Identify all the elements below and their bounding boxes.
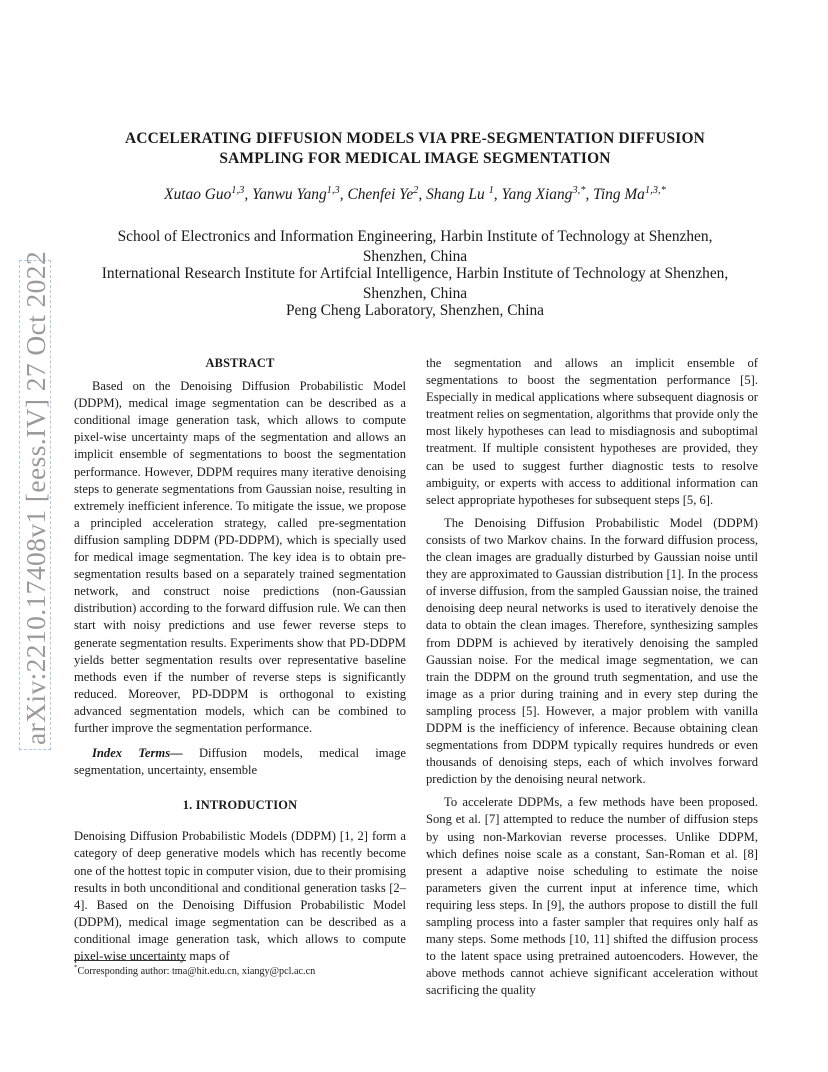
footnote-text: Corresponding author: tma@hit.edu.cn, xiangy@pcl.ac.cn — [77, 966, 316, 977]
author-list: Xutao Guo$^{1,3}$, Yanwu Yang$^{1,3}$, Chenfei Ye$^2$, Shang Lu $^1$, Yang Xiang$^{3,*}$, Ting $Ma^{1,3,*}$ — [164, 184, 666, 203]
index-terms — [74, 745, 406, 779]
intro-heading: 1. INTRODUCTION — [182, 798, 298, 813]
body-paragraph: To accelerate DDPMs, a few methods have been proposed. Song et al. [7] attempted to reduce the number of diffusion steps by using non-Markovian reverse processes. Unlike DDPM, which defines noise scale as a constant, San-Roman et al. [8] present a adaptive noise scheduling to estimate the noise parameters given the current input at inference time, which requiring less steps. In [9], the authors propose to distill the full sampling process into a faster sampler that requires only half as many steps. Some methods [10, 11] shifted the diffusion process to the latent space using pretrained autoencoders. However, the above methods cannot achieve significant acceleration without sacrificing the quality — [426, 795, 758, 998]
author: Ting $Ma^{1,3,*}$ — [593, 184, 666, 203]
abstract-heading: ABSTRACT — [205, 356, 275, 370]
author: Yang Xiang$^{3,*}$ — [501, 184, 586, 203]
arxiv-stamp[interactable]: arXiv:2210.17408v1 [eess.IV] 27 Oct 2022 — [19, 260, 51, 750]
affiliation-line: School of Electronics and Information Engineering, Harbin Institute of Technology at Shenzhen, — [117, 228, 713, 245]
body-paragraph: the segmentation and allows an implicit ensemble of segmentations to boost the segmentation performance [5]. Especially in medical applications where subsequent diagnosis or treatment relies on segmentation, algorithms that provide only the most likely hypotheses can lead to misdiagnosis and suboptimal treatment. If multiple consistent hypotheses are provided, they can be used to suggest further diagnostic tests to resolve ambiguity, or experts with access to additional information can select appropriate hypotheses for subsequent steps [5, 6]. — [426, 356, 758, 507]
footnote: *Corresponding author: tma@hit.edu.cn, xiangy@pcl.ac.cn — [74, 964, 316, 977]
abstract-body: Based on the Denoising Diffusion Probabilistic Model (DDPM), medical image segmentation can be described as a conditional image generation task, which allows to compute pixel-wise uncertainty maps of the segmentation and allows an implicit ensemble of segmentations to boost the segmentation performance. However, DDPM requires many iterative denoising steps to generate segmentations from Gaussian noise, resulting in extremely inefficient inference. To mitigate the issue, we propose a principled acceleration strategy, called pre-segmentation diffusion sampling DDPM (PD-DDPM), which is specially used for medical image segmentation. The key idea is to obtain pre-segmentation results based on a separately trained segmentation network, and construct noise predictions (non-Gaussian distribution) according to the forward diffusion rule. We can then start with noisy predictions and use fewer reverse steps to generate segmentation results. Experiments show that PD-DDPM yields better segmentation results over representative baseline methods even if the number of reverse steps is significantly reduced. Moreover, PD-DDPM is orthogonal to existing advanced segmentation models, which can be combined to further improve the segmentation performance. — [74, 379, 406, 735]
author: Shang Lu $^1$ — [426, 184, 494, 203]
affiliation-line: International Research Institute for Artifcial Intelligence, Harbin Institute of Technology at Shenzhen, — [101, 265, 729, 282]
paper-title — [70, 129, 760, 169]
body-paragraph: The Denoising Diffusion Probabilistic Model (DDPM) consists of two Markov chains. In the forward diffusion process, the clean images are gradually disturbed by Gaussian noise until they are approximated to Gaussian distribution [1]. In the process of inverse diffusion, from the sampled Gaussian noise, the trained denoising deep neural networks is used to iteratively denoise the data to obtain the clean images. Therefore, synthesizing samples from DDPM is achieved by iteratively denoising the sampled Gaussian noise. For the medical image segmentation, we can train the DDPM on the ground truth segmentation, and use the image as a prior during training and in every step during the sampling process [5]. However, a major problem with vanilla DDPM is the inefficiency of inference. Because obtaining clean segmentations from DDPM typically requires hundreds or even thousands of denoising steps, each of which involves forward prediction by the denoising neural network. — [426, 515, 758, 787]
index-terms-label: Index Terms— — [92, 746, 183, 761]
footnote-rule — [74, 960, 186, 961]
intro-paragraph: Denoising Diffusion Probabilistic Models (DDPM) [1, 2] form a category of deep generative models which has recently become one of the hottest topic in computer vision, due to their promising results in both unconditional and conditional generation tasks [2–4]. Based on the Denoising Diffusion Probabilistic Model (DDPM), medical image segmentation can be described as a conditional image generation task, which allows to compute pixel-wise uncertainty maps of — [74, 829, 406, 963]
right-column — [426, 355, 758, 999]
affiliation-line: Shenzhen, China — [362, 285, 468, 302]
author: Yanwu Yang$^{1,3}$ — [252, 184, 340, 203]
author: Chenfei Ye$^2$ — [347, 184, 419, 203]
left-column — [74, 355, 406, 965]
title-line-2: SAMPLING FOR MEDICAL IMAGE SEGMENTATION — [219, 150, 611, 167]
index-terms-body: Diffusion models, medical image segmentation, uncertainty, ensemble — [74, 746, 406, 778]
title-line-1: ACCELERATING DIFFUSION MODELS VIA PRE-SEGMENTATION DIFFUSION — [125, 130, 705, 147]
author: Xutao Guo$^{1,3}$ — [164, 184, 245, 203]
affiliation-line: Shenzhen, China — [362, 248, 468, 265]
affiliation-line: Peng Cheng Laboratory, Shenzhen, China — [285, 302, 545, 319]
